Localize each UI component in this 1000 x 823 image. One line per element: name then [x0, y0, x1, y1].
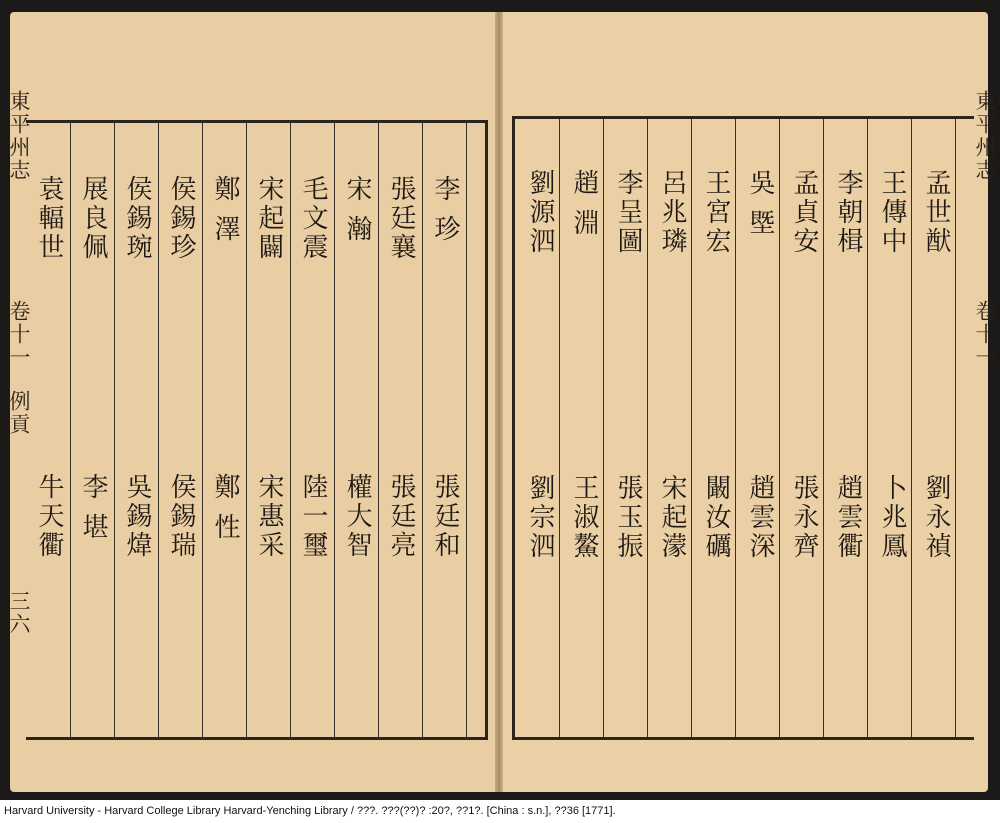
name-entry: 王宮宏	[701, 169, 731, 256]
name-entry: 趙 淵	[569, 169, 599, 239]
name-entry: 張玉振	[613, 474, 643, 561]
section-label: 例貢	[7, 390, 31, 436]
book-gutter	[495, 12, 503, 792]
volume-label: 卷十一	[973, 300, 997, 369]
name-entry: 王傳中	[877, 169, 907, 256]
name-entry: 張廷亮	[386, 473, 416, 560]
name-entry: 趙雲衢	[833, 474, 863, 561]
name-entry: 孟世猷	[921, 169, 951, 256]
name-entry: 王淑鰲	[569, 474, 599, 561]
name-entry: 侯錫瑞	[166, 473, 196, 560]
name-entry: 吳錫煒	[122, 473, 152, 560]
source-credit: Harvard University - Harvard College Library Harvard-Yenching Library / ???. ???(??)? :20?, ??1?. [China : s.n.], ??36 [1771].	[0, 800, 1000, 823]
right-margin-strip	[970, 90, 997, 740]
name-entry: 劉永禎	[921, 474, 951, 561]
name-entry: 卜兆鳳	[877, 474, 907, 561]
name-entry: 吳 塈	[745, 169, 775, 239]
left-text-frame	[26, 120, 488, 740]
name-entry: 侯錫珍	[166, 175, 196, 262]
name-entry: 宋起濛	[657, 474, 687, 561]
name-entry: 陸一璽	[298, 473, 328, 560]
name-entry: 展良佩	[78, 175, 108, 262]
page-number: 三六	[7, 590, 31, 636]
name-entry: 宋惠采	[254, 473, 284, 560]
name-entry: 宋起闢	[254, 175, 284, 262]
right-text-frame	[512, 116, 974, 740]
name-entry: 李呈圖	[613, 169, 643, 256]
name-entry: 毛文震	[298, 175, 328, 262]
name-entry: 闞汝礪	[701, 474, 731, 561]
name-entry: 鄭 澤	[210, 175, 240, 245]
name-entry: 宋 瀚	[342, 175, 372, 245]
name-entry: 李朝楫	[833, 169, 863, 256]
name-entry: 侯錫琬	[122, 175, 152, 262]
name-entry: 呂兆璘	[657, 169, 687, 256]
name-entry: 孟貞安	[789, 169, 819, 256]
book-title: 東平州志	[7, 90, 31, 182]
volume-label: 卷十一	[7, 300, 31, 369]
name-entry: 劉源泗	[525, 169, 555, 256]
name-entry: 劉宗泗	[525, 474, 555, 561]
name-entry: 牛天衢	[34, 473, 64, 560]
name-entry: 趙雲深	[745, 474, 775, 561]
book-title: 東平州志	[973, 90, 997, 182]
name-entry: 權大智	[342, 473, 372, 560]
name-entry: 張永齊	[789, 474, 819, 561]
name-entry: 袁輻世	[34, 175, 64, 262]
name-entry: 李 堪	[78, 473, 108, 543]
name-entry: 張廷襄	[386, 175, 416, 262]
left-margin-strip	[4, 90, 31, 740]
name-entry: 鄭 性	[210, 473, 240, 543]
name-entry: 李 珍	[430, 175, 460, 245]
name-entry: 張廷和	[430, 473, 460, 560]
